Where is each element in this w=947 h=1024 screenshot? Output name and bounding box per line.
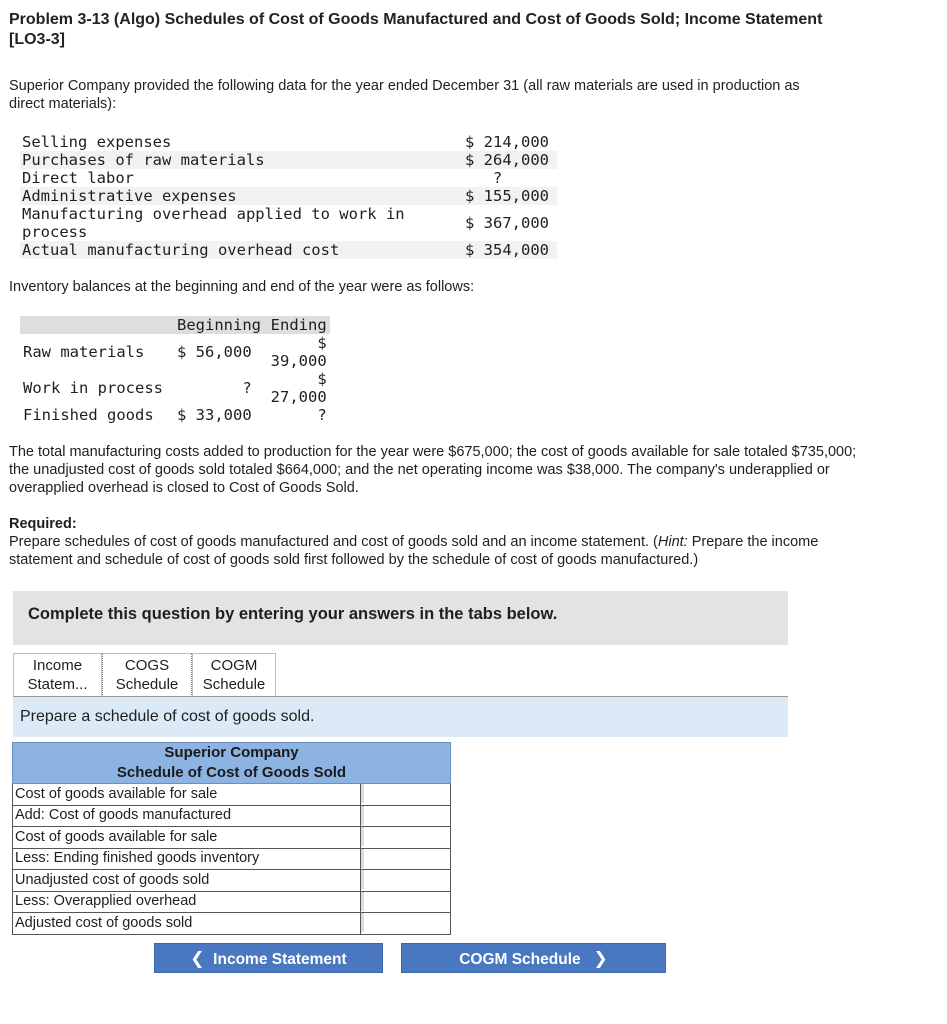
table-row	[20, 169, 557, 187]
inventory-ending: ?	[317, 406, 327, 424]
table-row	[13, 913, 451, 935]
tab-label-line2: Schedule	[115, 676, 179, 693]
schedule-amount-input[interactable]	[361, 913, 450, 932]
schedule-amount-input[interactable]	[361, 892, 450, 911]
header-blank	[20, 316, 174, 334]
table-row	[20, 241, 557, 259]
inventory-beginning: $ 33,000	[177, 406, 252, 424]
schedule-row-cell	[361, 805, 451, 827]
prev-tab-label: Income Statement	[213, 951, 347, 968]
next-tab-button[interactable]	[401, 943, 666, 973]
table-row	[20, 370, 330, 406]
inventory-label: Finished goods	[23, 406, 154, 424]
data-value: $ 214,000	[465, 133, 549, 151]
table-row	[20, 205, 557, 241]
schedule-row-label: Unadjusted cost of goods sold	[13, 870, 361, 892]
table-row	[20, 133, 557, 151]
schedule-row-cell	[361, 784, 451, 806]
tab-income-statement[interactable]	[13, 653, 102, 697]
cost-data-table	[20, 133, 557, 259]
schedule-row-cell	[361, 827, 451, 849]
tab-label-line1: COGS	[124, 657, 170, 674]
tab-label-line1: Income	[32, 657, 83, 674]
schedule-row-cell	[361, 891, 451, 913]
inventory-ending: $ 27,000	[270, 370, 327, 406]
data-label: Administrative expenses	[20, 187, 444, 205]
data-value: $ 354,000	[444, 241, 557, 259]
schedule-row-label: Cost of goods available for sale	[13, 784, 361, 806]
schedule-amount-input[interactable]	[361, 870, 450, 889]
table-row	[20, 187, 557, 205]
table-row	[20, 151, 557, 169]
required-text-before: Prepare schedules of cost of goods manufactured and cost of goods sold and an income statement. (	[9, 534, 658, 550]
schedule-row-cell	[361, 870, 451, 892]
header-ending: Ending	[268, 316, 330, 334]
data-label: Manufacturing overhead applied to work in process	[22, 205, 405, 241]
next-tab-label: COGM Schedule	[459, 951, 581, 968]
inventory-label: Work in process	[23, 379, 163, 397]
table-row	[13, 827, 451, 849]
tab-instruction: Prepare a schedule of cost of goods sold.	[13, 697, 788, 737]
data-label: Selling expenses	[22, 133, 172, 151]
schedule-row-label: Less: Ending finished goods inventory	[13, 848, 361, 870]
chevron-left-icon: ❮	[190, 949, 205, 968]
table-row	[13, 848, 451, 870]
header-beginning: Beginning	[174, 316, 268, 334]
schedule-amount-input[interactable]	[361, 806, 450, 825]
tab-cogm-schedule[interactable]	[192, 653, 276, 697]
schedule-header	[13, 743, 451, 784]
inventory-ending: $ 39,000	[270, 334, 327, 370]
table-header-row	[20, 316, 330, 334]
inventory-label: Raw materials	[23, 343, 145, 361]
tab-bar	[13, 653, 276, 697]
instructions-banner: Complete this question by entering your answers in the tabs below.	[13, 591, 788, 645]
data-value: ?	[492, 169, 503, 187]
problem-title: Problem 3-13 (Algo) Schedules of Cost of Goods Manufactured and Cost of Goods Sold; Income Statement [LO3-3]	[9, 11, 823, 48]
data-label: Purchases of raw materials	[20, 151, 444, 169]
table-row	[13, 784, 451, 806]
data-label: Actual manufacturing overhead cost	[20, 241, 444, 259]
inventory-beginning: ?	[242, 379, 252, 397]
schedule-row-label: Cost of goods available for sale	[13, 827, 361, 849]
table-row	[13, 805, 451, 827]
table-row	[13, 870, 451, 892]
schedule-amount-input[interactable]	[361, 849, 450, 868]
tab-label-line1: COGM	[210, 657, 258, 674]
prev-tab-button[interactable]	[154, 943, 383, 973]
schedule-row-label: Adjusted cost of goods sold	[13, 913, 361, 935]
cogs-schedule-table	[12, 742, 451, 935]
data-value: $ 155,000	[444, 187, 557, 205]
required-text-after: Prepare the income statement and schedule of cost of goods sold first followed by the schedule of cost of goods manufactured.)	[9, 534, 819, 568]
tab-label-line2: Schedule	[202, 676, 266, 693]
inventory-beginning: $ 56,000	[177, 343, 252, 361]
required-label: Required:	[9, 516, 77, 532]
schedule-header-row	[13, 743, 451, 784]
schedule-row-cell	[361, 913, 451, 935]
table-row	[20, 334, 330, 370]
schedule-row-label: Add: Cost of goods manufactured	[13, 805, 361, 827]
data-label: Direct labor	[22, 169, 134, 187]
tab-label-line2: Statem...	[27, 676, 88, 693]
schedule-amount-input[interactable]	[361, 827, 450, 846]
required-section	[9, 515, 879, 569]
table-row	[20, 406, 330, 424]
problem-intro: Superior Company provided the following data for the year ended December 31 (all raw materials are used in production as direct materials):	[9, 78, 800, 112]
inventory-intro: Inventory balances at the beginning and end of the year were as follows:	[9, 279, 475, 295]
inventory-table	[20, 316, 330, 424]
tab-cogs-schedule[interactable]	[102, 653, 192, 697]
schedule-title: Schedule of Cost of Goods Sold	[116, 764, 347, 781]
table-row	[13, 891, 451, 913]
schedule-company: Superior Company	[164, 744, 299, 761]
data-value: $ 367,000	[465, 214, 549, 232]
schedule-row-cell	[361, 848, 451, 870]
schedule-amount-input[interactable]	[361, 784, 450, 803]
data-value: $ 264,000	[444, 151, 557, 169]
required-text	[9, 533, 879, 569]
hint-label: Hint:	[657, 534, 688, 550]
schedule-row-label: Less: Overapplied overhead	[13, 891, 361, 913]
problem-paragraph: The total manufacturing costs added to production for the year were $675,000; the cost of goods available for sale totaled $735,000; the unadjusted cost of goods sold totaled $664,000; and the net operating income was $38,000. The company's underapplied or overapplied overhead is closed to Cost of Goods Sold.	[9, 444, 857, 496]
chevron-right-icon: ❯	[593, 949, 608, 968]
